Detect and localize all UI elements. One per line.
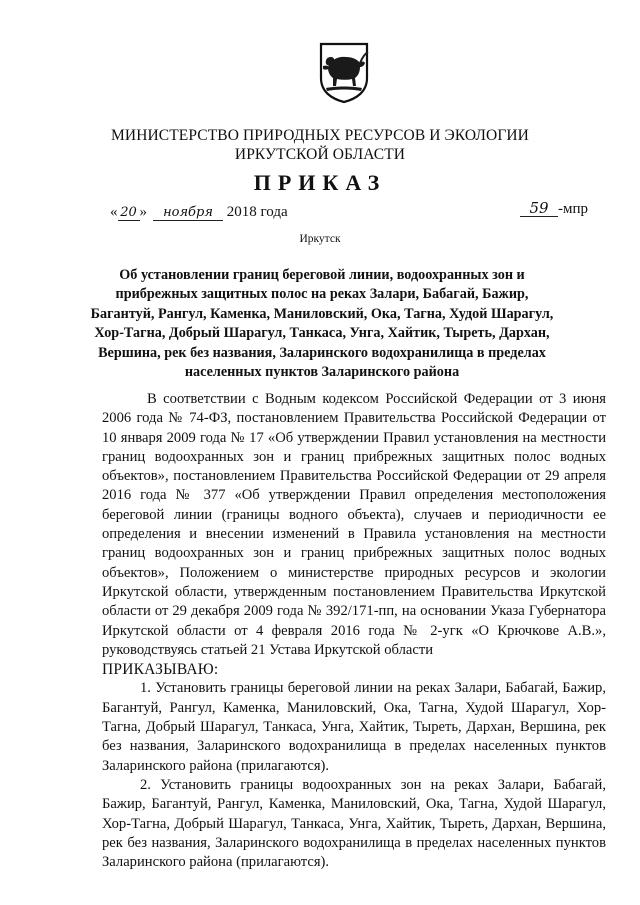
order-item-2: 2. Установить границы водоохранных зон на реках Залари, Бабагай, Бажир, Багантуй, Рангул, Каменка, Маниловский, Ока, Тагна, Худой Шарагул, Хор-Тагна, Добрый Шарагул, Танкаса, Унга, Хайтик, Тыреть, Дархан, Вершина, рек без названия, Заларинского водохранилища в пределах населенных пунктов Заларинского района (прилагаются). [102,776,606,871]
date-day: 20 [118,205,140,221]
ministry-name-line1: МИНИСТЕРСТВО ПРИРОДНЫХ РЕСУРСОВ И ЭКОЛОГИИ [111,127,529,144]
date-open-quote: « [110,204,118,220]
date-year: 2018 года [226,204,288,220]
coat-of-arms-icon [318,42,370,104]
document-title [78,266,566,382]
title-line: Вершина, рек без названия, Заларинского водохранилища в пределах [98,344,546,361]
document-type-heading: ПРИКАЗ [253,170,387,195]
title-line: Об установлении границ береговой линии, водоохранных зон и [119,267,525,283]
document-number [520,200,588,218]
title-line: прибрежных защитных полос на реках Залари, Бабагай, Бажир, [115,286,529,303]
ministry-name-line2: ИРКУТСКОЙ ОБЛАСТИ [234,146,406,163]
document-body [102,390,606,872]
document-city: Иркутск [299,233,341,245]
title-line: Багантуй, Рангул, Каменка, Маниловский, Ока, Тагна, Худой Шарагул, [90,305,554,322]
date-month: ноября [153,205,223,221]
title-line: населенных пунктов Заларинского района [184,364,460,381]
preamble-paragraph: В соответствии с Водным кодексом Российской Федерации от 3 июня 2006 года № 74-ФЗ, постановлением Правительства Российской Федерации от 10 января 2009 года № 17 «Об утверждении Правил установления на местности границ водоохранных зон и границ прибрежных защитных полос водных объектов», постановлением Правительства Российской Федерации от 29 апреля 2016 года № 377 «Об утверждении Правил определения местоположения береговой линии (границы водного объекта), случаев и периодичности ее определения и внесении изменений в Правила установления на местности границ водоохранных зон и границ прибрежных защитных полос водных объектов», Положением о министерстве природных ресурсов и экологии Иркутской области, утвержденным постановлением Правительства Иркутской области от 29 декабря 2009 года № 392/171-пп, на основании Указа Губернатора Иркутской области от 4 февраля 2016 года № 2-угк «О Крючкове А.В.», руководствуясь статьей 21 Устава Иркутской области [102,391,606,658]
document-number-suffix: -мпр [558,201,589,217]
title-line: Хор-Тагна, Добрый Шарагул, Танкаса, Унга, Хайтик, Тыреть, Дархан, [94,325,550,342]
document-date [110,203,288,221]
order-item-1: 1. Установить границы береговой линии на реках Залари, Бабагай, Бажир, Багантуй, Рангул, Каменка, Маниловский, Ока, Тагна, Худой Шарагул, Хор-Тагна, Добрый Шарагул, Танкаса, Унга, Хайтик, Тыреть, Дархан, Вершина, рек без названия, Заларинского водохранилища в пределах населенных пунктов Заларинского района (прилагаются). [102,680,606,774]
decree-word: ПРИКАЗЫВАЮ: [102,661,219,679]
document-number-value: 59 [520,201,558,217]
date-close-quote: » [139,204,147,220]
